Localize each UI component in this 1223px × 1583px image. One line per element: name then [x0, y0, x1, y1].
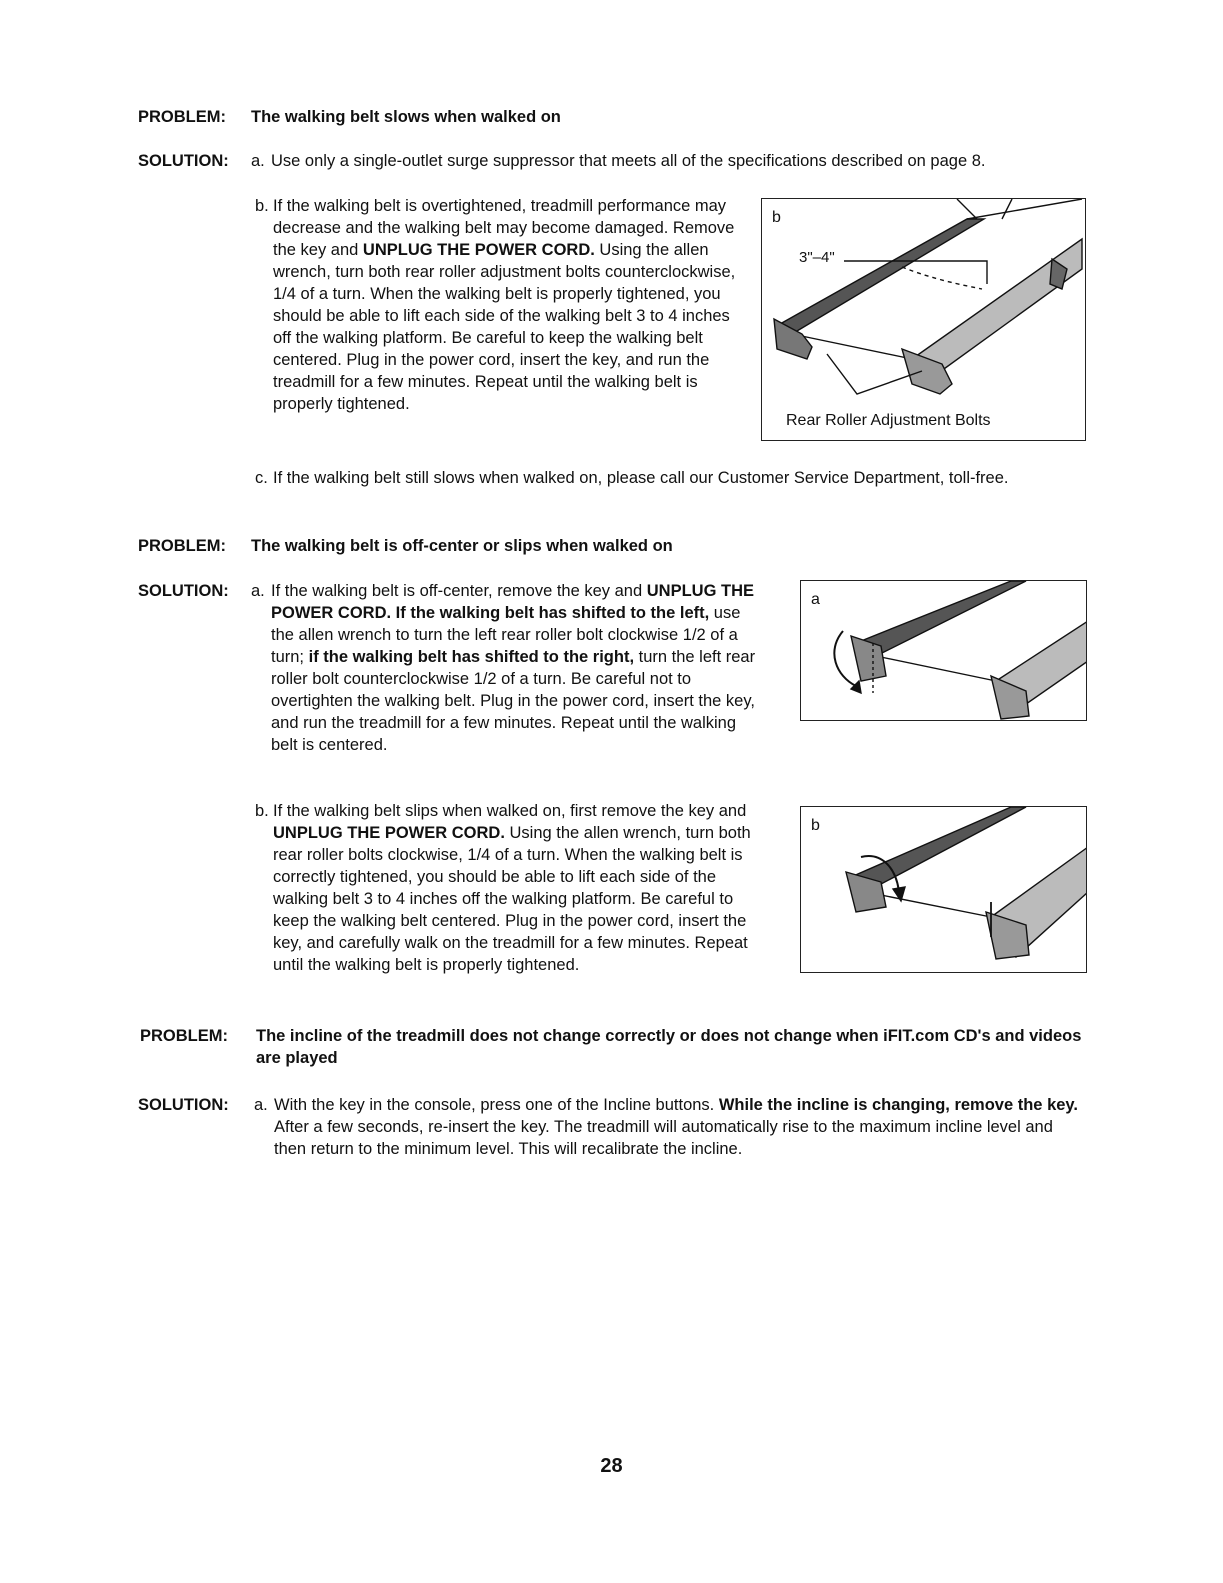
problem-heading: The walking belt slows when walked on: [251, 108, 561, 126]
belt-centering-illustration: [801, 581, 1087, 721]
problem-heading: The incline of the treadmill does not change correctly or does not change when iFIT.com CD's and videos are played: [256, 1027, 1082, 1067]
figure-letter: b: [772, 209, 781, 226]
item-letter: b.: [255, 802, 269, 820]
item-letter: a.: [251, 582, 265, 600]
text-run: Use only a single-outlet surge suppressor that meets all of the specifications described on page 8.: [271, 152, 986, 170]
text-run: If the walking belt slips when walked on, first remove the key and: [273, 802, 747, 820]
left-bolt-figure: [800, 580, 1087, 721]
problem-label: PROBLEM:: [138, 537, 226, 555]
text-run: use the allen wrench to turn the left rear roller bolt clockwise 1/2 of a turn;: [271, 604, 741, 666]
belt-tightening-illustration: [801, 807, 1087, 973]
figure-caption: Rear Roller Adjustment Bolts: [786, 412, 991, 429]
text-run: turn the left rear roller bolt counterclockwise 1/2 of a turn. Be careful not to overtighten the walking belt. Plug in the power cord, insert the key, and run the treadmill for a few minutes. Repeat until the walking belt is centered.: [271, 648, 756, 754]
solution-text: [274, 1094, 1089, 1160]
text-run-bold: UNPLUG THE POWER CORD.: [273, 824, 505, 842]
figure-letter: a: [811, 591, 820, 608]
text-run: If the walking belt still slows when walked on, please call our Customer Service Department, toll-free.: [273, 469, 1009, 487]
treadmill-rear-illustration: [762, 199, 1086, 441]
solution-label: SOLUTION:: [138, 152, 229, 170]
problem-label: PROBLEM:: [138, 108, 226, 126]
text-run: Using the allen wrench, turn both rear roller adjustment bolts counterclockwise, 1/4 of a turn. When the walking belt is properly tightened, you should be able to lift each side of the walking belt 3 to 4 inches off the walking platform. Be careful to keep the walking belt centered. Plug in the power cord, insert the key, and run the treadmill for a few minutes. Repeat until the walking belt is properly tightened.: [273, 241, 736, 413]
rear-roller-figure: [761, 198, 1086, 441]
measure-label: 3"–4": [799, 249, 835, 266]
solution-text: [271, 150, 1101, 172]
text-run: If the walking belt is overtightened, treadmill performance may decrease and the walking belt may become damaged. Remove the key and: [273, 197, 735, 259]
solution-text: [273, 800, 761, 976]
solution-label: SOLUTION:: [138, 1096, 229, 1114]
solution-text: [273, 195, 743, 415]
text-run: With the key in the console, press one of the Incline buttons.: [274, 1096, 719, 1114]
text-run: If the walking belt is off-center, remove the key and: [271, 582, 647, 600]
item-letter: a.: [251, 152, 265, 170]
solution-text: [271, 580, 759, 756]
problem-label: PROBLEM:: [140, 1027, 228, 1045]
text-run: Using the allen wrench, turn both rear roller bolts clockwise, 1/4 of a turn. When the walking belt is correctly tightened, you should be able to lift each side of the walking belt 3 to 4 inches off the walking platform. Be careful to keep the walking belt centered. Plug in the power cord, insert the key, and carefully walk on the treadmill for a few minutes. Repeat until the walking belt is properly tightened.: [273, 824, 751, 974]
text-run-bold: UNPLUG THE POWER CORD. If the walking belt has shifted to the left,: [271, 582, 754, 622]
solution-text: [273, 467, 1088, 489]
both-bolts-figure: [800, 806, 1087, 973]
text-run-bold: UNPLUG THE POWER CORD.: [362, 241, 595, 259]
text-run-bold: if the walking belt has shifted to the right,: [308, 648, 635, 666]
text-run-bold: While the incline is changing, remove the key.: [718, 1096, 1078, 1114]
page-number: 28: [600, 1455, 623, 1477]
solution-label: SOLUTION:: [138, 582, 229, 600]
item-letter: b.: [255, 197, 269, 215]
item-letter: c.: [255, 469, 268, 487]
figure-letter: b: [811, 817, 820, 834]
text-run: After a few seconds, re-insert the key. The treadmill will automatically rise to the maximum incline level and then return to the minimum level. This will recalibrate the incline.: [274, 1118, 1053, 1158]
problem-heading: The walking belt is off-center or slips when walked on: [251, 537, 673, 555]
item-letter: a.: [254, 1096, 268, 1114]
